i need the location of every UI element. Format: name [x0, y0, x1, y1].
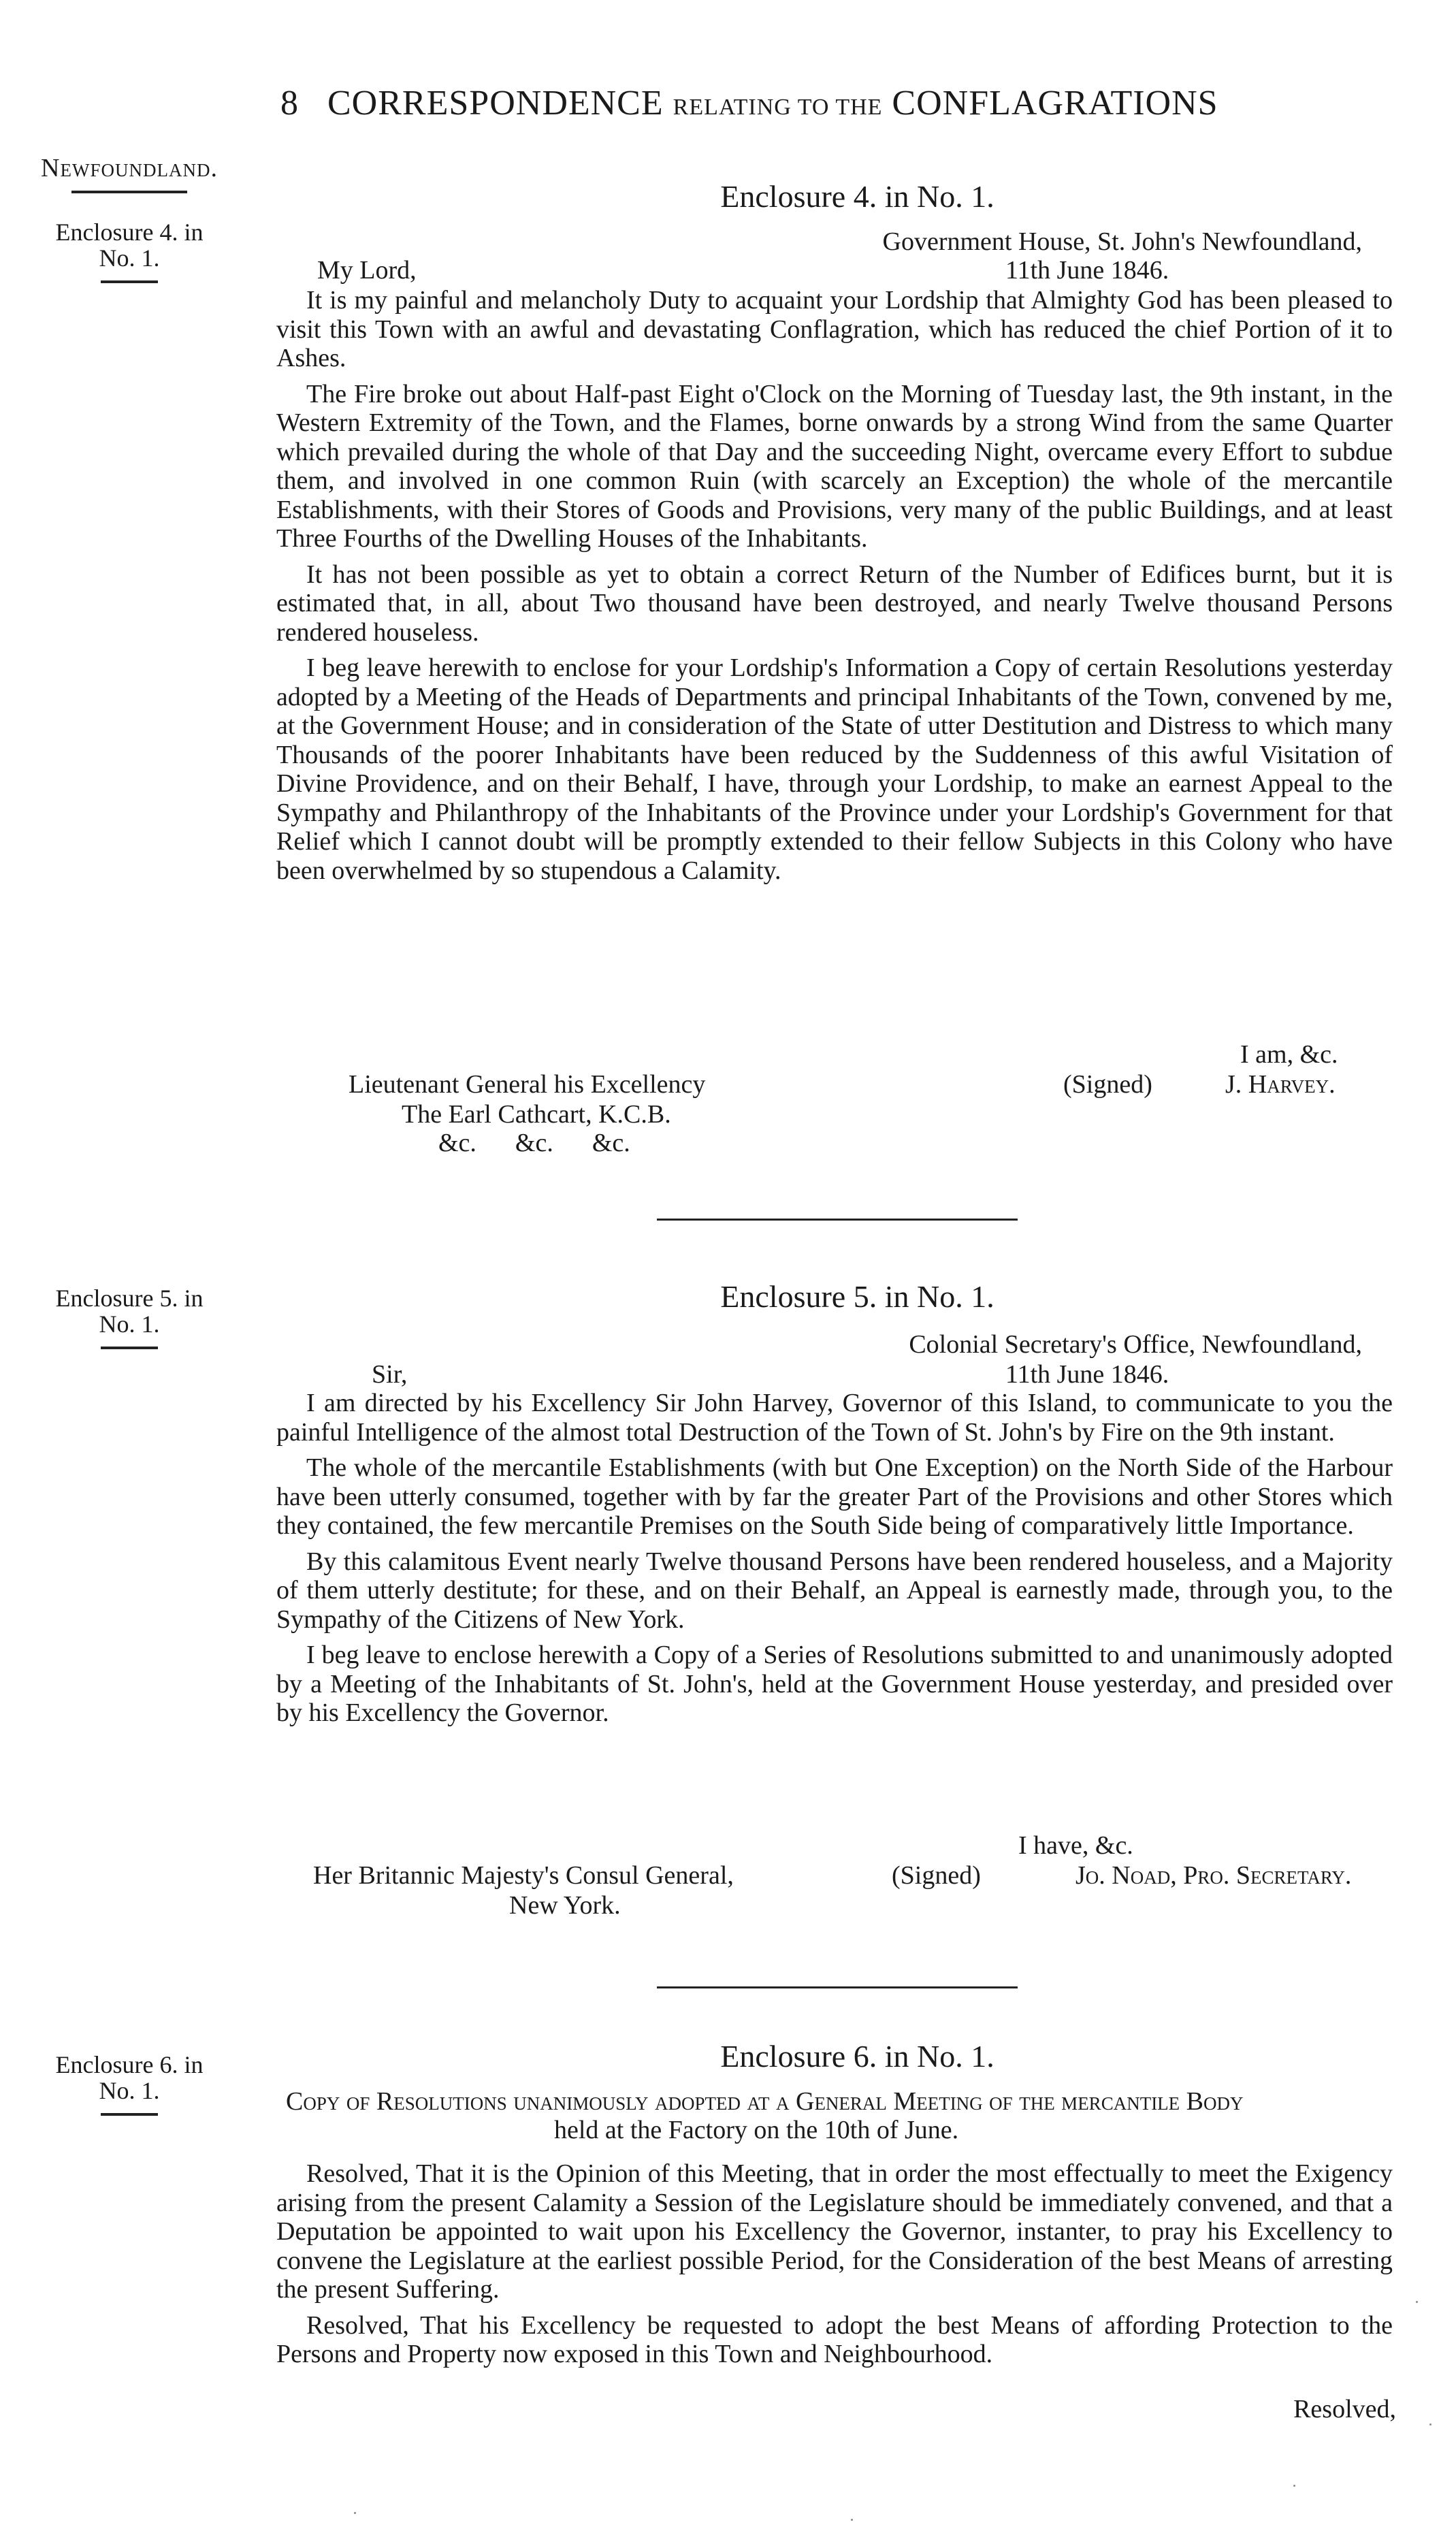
section-divider — [657, 1986, 1018, 1988]
paragraph: It has not been possible as yet to obtain a correct Return of the Number of Edifices burnt, but it is estimated that, in all, about Two thousand have been destroyed, and nearly Twelve thousand Persons rendered houseless. — [276, 560, 1393, 647]
enclosure-4-recipient: Lieutenant General his Excellency — [349, 1070, 706, 1099]
paragraph: I am directed by his Excellency Sir John Harvey, Governor of this Island, to communicate to you the painful Intelligence of the almost total Destruction of the Town of St. John's by Fire on the 9th instant. — [276, 1389, 1393, 1447]
enclosure-5-closing: I have, &c. — [1018, 1831, 1133, 1860]
enclosure-5-recipient: Her Britannic Majesty's Consul General, — [313, 1861, 734, 1890]
paragraph: By this calamitous Event nearly Twelve thousand Persons have been rendered houseless, and a Majority of them utterly destitute; for these, and on their Behalf, an Appeal is earnestly made, through you, to the Sympathy of the Citizens of New York. — [276, 1547, 1393, 1634]
enclosure-5-address: Colonial Secretary's Office, Newfoundland, — [909, 1330, 1362, 1359]
enclosure-5-title: Enclosure 5. in No. 1. — [720, 1279, 994, 1314]
enclosure-4-recipient: The Earl Cathcart, K.C.B. — [402, 1100, 671, 1129]
paragraph: Resolved, That his Excellency be requested to adopt the best Means of affording Protection to the Persons and Property now exposed in this Town and Neighbourhood. — [276, 2310, 1393, 2368]
paragraph: Resolved, That it is the Opinion of this Meeting, that in order the most effectually to meet the Exigency arising from the present Calamity a Session of the Legislature should be immediately convened, and that a Deputation be appointed to wait upon his Excellency the Governor, instanter, to pray his Excellency to convene the Legislature at the earliest possible Period, for the Consideration of the best Means of arresting the present Suffering. — [276, 2159, 1393, 2304]
enclosure-5-signed: (Signed) — [892, 1861, 981, 1890]
enclosure-4-signed: (Signed) — [1063, 1070, 1152, 1099]
catchword: Resolved, — [1293, 2395, 1396, 2423]
enclosure-6-title: Enclosure 6. in No. 1. — [720, 2039, 994, 2074]
enclosure-4-date: 11th June 1846. — [1005, 256, 1169, 285]
enclosure-4-address: Government House, St. John's Newfoundland, — [882, 227, 1362, 256]
enclosure-4-recipient: &c. &c. &c. — [438, 1129, 630, 1157]
header-title-small: RELATING TO THE — [673, 95, 883, 120]
enclosure-5-salutation: Sir, — [372, 1360, 408, 1389]
margin-rule — [101, 1347, 158, 1349]
margin-label: No. 1. — [99, 1310, 160, 1338]
enclosure-5-body — [276, 1389, 1393, 1735]
margin-enclosure-4 — [0, 219, 259, 283]
enclosure-5-date: 11th June 1846. — [1005, 1360, 1169, 1389]
margin-label: Enclosure 5. in — [55, 1285, 204, 1312]
margin-label: No. 1. — [99, 244, 160, 272]
enclosure-6-body — [276, 2159, 1393, 2376]
margin-label: Enclosure 4. in — [55, 219, 204, 246]
header-title-part2: CONFLAGRATIONS — [892, 84, 1218, 123]
scan-speck — [1293, 2485, 1295, 2487]
scan-speck — [354, 2512, 356, 2514]
enclosure-4-signer: J. Harvey. — [1225, 1070, 1336, 1099]
running-header — [280, 83, 1218, 123]
margin-label: No. 1. — [99, 2077, 160, 2104]
enclosure-4-salutation: My Lord, — [317, 256, 417, 285]
enclosure-4-body — [276, 286, 1393, 892]
margin-label: Enclosure 6. in — [55, 2051, 204, 2078]
margin-rule — [101, 280, 158, 283]
scan-speck — [851, 2519, 853, 2521]
paragraph: I beg leave herewith to enclose for your Lordship's Information a Copy of certain Resolutions yesterday adopted by a Meeting of the Heads of Departments and principal Inhabitants of the Town, convened by me, at the Government House; and in consideration of the State of utter Destitution and Distress to which many Thousands of the poorer Inhabitants have been reduced by the Suddenness of this awful Visitation of Divine Providence, and on their Behalf, I have, through your Lordship, to make an earnest Appeal to the Sympathy and Philanthropy of the Inhabitants of the Province under your Lordship's Government for that Relief which I cannot doubt will be promptly extended to their fellow Subjects in this Colony who have been overwhelmed by so stupendous a Calamity. — [276, 654, 1393, 885]
paragraph: The whole of the mercantile Establishments (with but One Exception) on the North Side of the Harbour have been utterly consumed, together with by far the greater Part of the Provisions and other Stores which they contained, the few mercantile Premises on the South Side being of comparatively little Importance. — [276, 1453, 1393, 1540]
enclosure-5-signer: Jo. Noad, Pro. Secretary. — [1075, 1861, 1352, 1890]
colony-name: Newfoundland. — [41, 154, 218, 182]
section-divider — [657, 1219, 1018, 1221]
enclosure-6-intro: held at the Factory on the 10th of June. — [554, 2116, 959, 2144]
scan-speck — [1429, 2423, 1431, 2426]
enclosure-4-title: Enclosure 4. in No. 1. — [720, 179, 994, 214]
header-title-part1: CORRESPONDENCE — [327, 84, 664, 123]
paragraph: It is my painful and melancholy Duty to acquaint your Lordship that Almighty God has been pleased to visit this Town with an awful and devastating Conflagration, which has reduced the chief Portion of it to Ashes. — [276, 286, 1393, 372]
paragraph: The Fire broke out about Half-past Eight o'Clock on the Morning of Tuesday last, the 9th instant, in the Western Extremity of the Town, and the Flames, borne onwards by a strong Wind from the same Quarter which prevailed during the whole of that Day and the succeeding Night, overcame every Effort to subdue them, and involved in one common Ruin (with scarcely an Exception) the whole of the mercantile Establishments, with their Stores of Goods and Provisions, very many of the public Buildings, and at least Three Fourths of the Dwelling Houses of the Inhabitants. — [276, 379, 1393, 553]
margin-rule — [101, 2113, 158, 2116]
enclosure-4-closing: I am, &c. — [1240, 1040, 1338, 1069]
paragraph: I beg leave to enclose herewith a Copy of a Series of Resolutions submitted to and unanimously adopted by a Meeting of the Inhabitants of St. John's, held at the Government House yesterday, and presided over by his Excellency the Governor. — [276, 1641, 1393, 1727]
scan-speck — [1416, 2301, 1418, 2303]
enclosure-6-intro: Copy of Resolutions unanimously adopted at a General Meeting of the mercantile Body — [286, 2087, 1244, 2116]
enclosure-5-recipient: New York. — [509, 1891, 621, 1920]
page-number: 8 — [280, 84, 299, 123]
